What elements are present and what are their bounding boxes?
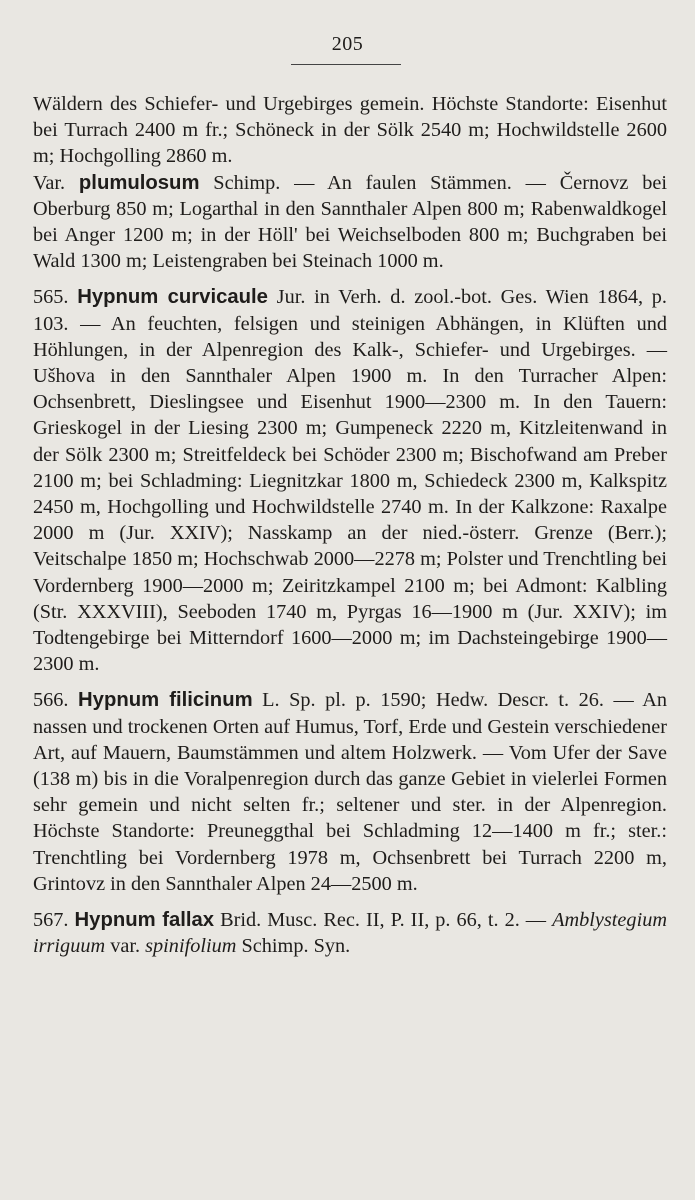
variety-text: Schimp. — An faulen Stämmen. — Černovz bei Oberburg 850 m; Logarthal in den Sannthaler Alpen 800 m; Rabenwaldkogel bei Anger 1200 m; in der Höll' bei Weichselboden 800 m; Buchgraben bei Wald 1300 m; Leistengraben bei Steinach 1000 m. [33, 171, 668, 273]
species-name: Hypnum filicinum [78, 689, 253, 712]
entry-number: 565. [33, 286, 69, 309]
entry-number: 566. [33, 689, 69, 712]
entry-text: L. Sp. pl. p. 1590; Hedw. Descr. t. 26. — An nassen und trockenen Orten auf Humus, Torf, Erde und Gestein verschiedener Art, auf Mauern, Baumstämmen und altem Holzwerk. — Vom Ufer der Save (138 m) bis in die Voralpenregion durch das ganze Gebiet in vielerlei Formen sehr gemein und nicht selten fr.; seltener und ster. in der Alpenregion. Höchste Standorte: Preuneggthal bei Schladming 12—1400 m fr.; ster.: Trenchtling bei Vordernberg 1978 m, Ochsenbrett bei Turrach 2200 m, Grintovz in den Sannthaler Alpen 24—2500 m. [33, 689, 667, 895]
entry-number: 567. [33, 909, 69, 932]
page-body [33, 91, 667, 960]
species-entry [33, 687, 667, 897]
species-name: Hypnum fallax [74, 909, 215, 932]
species-name: Hypnum curvicaule [77, 286, 268, 309]
entry-text: Jur. in Verh. d. zool.-bot. Ges. Wien 1864, p. 103. — An feuchten, felsigen und steinigen Abhängen, in Klüften und Höhlungen, in der Alpenregion des Kalk-, Schiefer- und Urgebirges. — Ušhova in den Sannthaler Alpen 1900 m. In den Turracher Alpen: Ochsenbrett, Dieslingsee und Eisenhut 1900—2300 m. In den Tauern: Grieskogel in der Liesing 2300 m; Gumpeneck 2220 m, Kitzleitenwand in der Sölk 2300 m; Streitfeldeck bei Schöder 2300 m; Bischofwand am Preber 2100 m; bei Schladming: Liegnitzkar 1800 m, Schiedeck 2300 m, Kalkspitz 2450 m, Hochgolling und Hochwildstelle 2740 m. In der Kalkzone: Raxalpe 2000 m (Jur. XXIV); Nasskamp an der nied.-österr. Grenze (Berr.); Veitschalpe 1850 m; Hochschwab 2000—2278 m; Polster und Trenchtling bei Vordernberg 1900—2000 m; Zeiritzkampel 2100 m; bei Admont: Kalbling (Str. XXXVIII), Seeboden 1740 m, Pyrgas 16—1900 m (Jur. XXIV); im Todtengebirge bei Mitterndorf 1600—2000 m; im Dachsteingebirge 1900—2300 m. [33, 286, 667, 676]
header-rule [291, 64, 401, 65]
variety-paragraph [33, 170, 667, 275]
entry-text: Brid. Musc. Rec. II, P. II, p. 66, t. 2. — [220, 909, 547, 932]
species-entry [33, 907, 667, 959]
variety-name: plumulosum [78, 171, 200, 194]
entry-text: Schimp. Syn. [241, 935, 351, 958]
page-number: 205 [331, 33, 364, 55]
entry-text: var. [110, 935, 141, 958]
synonym-name: Amblystegium irriguum [33, 909, 667, 958]
variety-label: Var. [33, 171, 66, 194]
synonym-variety: spinifolium [145, 935, 237, 958]
continuation-paragraph: Wäldern des Schiefer- und Urgebirges gemein. Höchste Standorte: Eisenhut bei Turrach 2400 m fr.; Schöneck in der Sölk 2540 m; Hochwildstelle 2600 m; Hochgolling 2860 m. [33, 93, 667, 168]
species-entry [33, 284, 667, 677]
